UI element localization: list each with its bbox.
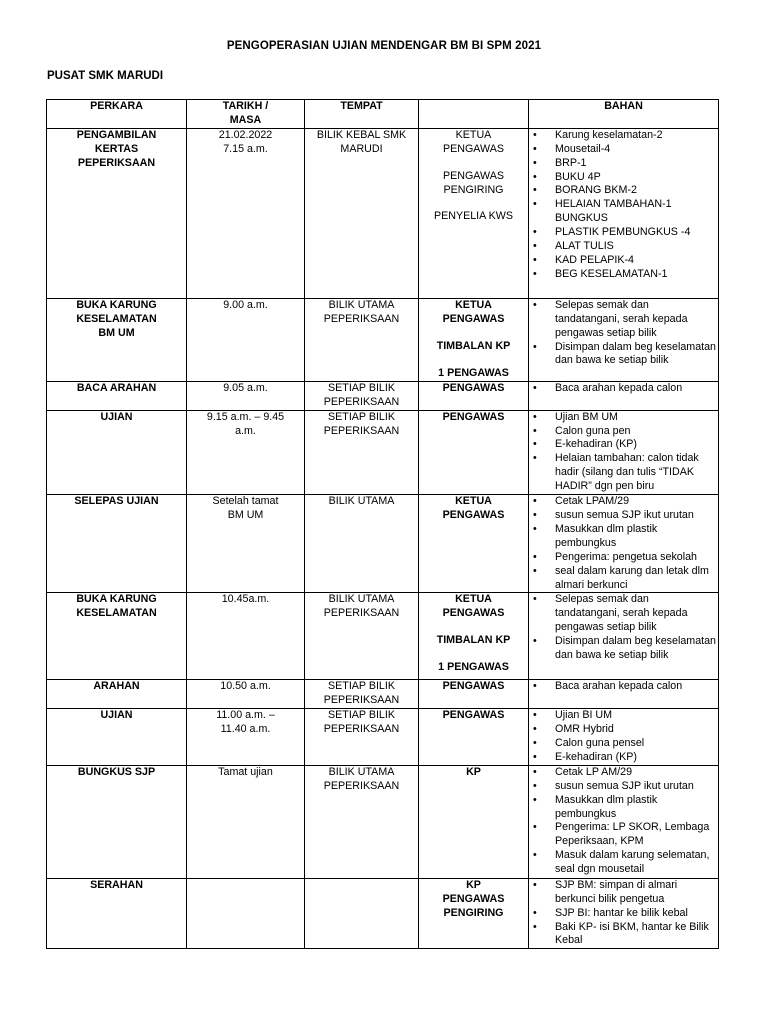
list-item: • ALAT TULIS: [531, 240, 716, 254]
tempat-cell-line: SETIAP BILIK: [328, 410, 395, 423]
list-item: • Ujian BI UM: [531, 709, 716, 723]
tempat-cell-line: PEPERIKSAAN: [323, 424, 400, 437]
table-row: [47, 495, 719, 593]
officer-cell-line: PENGAWAS: [442, 607, 505, 620]
table-row: [47, 709, 719, 766]
officer-cell-line: PENGIRING: [443, 183, 504, 196]
tempat-cell-line: PEPERIKSAAN: [323, 395, 400, 408]
bahan-list: [531, 299, 716, 369]
list-item: • BRP-1: [531, 157, 716, 171]
bahan-list: [531, 411, 716, 494]
table-row: [47, 298, 719, 381]
perkara-cell: [47, 680, 187, 709]
tarikh-cell-line: 21.02.2022: [218, 128, 273, 141]
officer-cell-line: KETUA: [455, 495, 492, 508]
tarikh-cell-line: 10.50 a.m.: [220, 680, 271, 693]
officer-cell-line: PENGAWAS: [442, 892, 505, 905]
tempat-cell-line: BILIK UTAMA: [328, 765, 395, 778]
list-item: • PLASTIK PEMBUNGKUS -4: [531, 226, 716, 240]
list-item: • Masukkan dlm plastik pembungkus: [531, 523, 716, 551]
header-tarikh-line: TARIKH /: [222, 100, 269, 112]
tarikh-cell-line: 11.40 a.m.: [220, 723, 271, 736]
tarikh-cell: [187, 680, 305, 709]
list-item: • HELAIAN TAMBAHAN-1 BUNGKUS: [531, 198, 716, 226]
officer-cell-line: KP: [466, 765, 481, 778]
tarikh-cell-line: Setelah tamat: [212, 495, 279, 508]
tempat-cell: [305, 495, 419, 593]
tarikh-cell-line: a.m.: [235, 424, 256, 437]
officer-cell: [419, 878, 529, 949]
perkara-cell: [47, 878, 187, 949]
tarikh-cell: [187, 381, 305, 410]
bahan-list: [531, 766, 716, 877]
officer-cell-line: PENGAWAS: [443, 169, 504, 182]
officer-cell-line: PENYELIA KWS: [434, 210, 513, 223]
tempat-cell: [305, 878, 419, 949]
list-item: • Selepas semak dan tandatangani, serah kepada pengawas setiap bilik: [531, 593, 716, 635]
tempat-cell-line: BILIK KEBAL SMK: [316, 128, 407, 141]
perkara-cell-line: KESELAMATAN: [76, 607, 157, 620]
officer-cell-line: [421, 648, 526, 661]
bahan-cell: [529, 381, 719, 410]
perkara-cell: [47, 298, 187, 381]
tempat-cell: [305, 765, 419, 878]
tempat-cell-line: BILIK UTAMA: [328, 495, 395, 508]
list-item: • Disimpan dalam beg keselamatan dan bawa ke setiap bilik: [531, 341, 716, 369]
tempat-cell: [305, 680, 419, 709]
list-item: • Baca arahan kepada calon: [531, 680, 716, 694]
list-item: • SJP BI: hantar ke bilik kebal: [531, 907, 716, 921]
tarikh-cell: [187, 765, 305, 878]
bahan-cell: [529, 709, 719, 766]
officer-cell-line: PENGAWAS: [442, 680, 505, 693]
tarikh-cell-line: 7.15 a.m.: [223, 142, 268, 155]
list-item: • Cetak LPAM/29: [531, 495, 716, 509]
officer-cell-line: [421, 157, 526, 170]
list-item: • Baki KP- isi BKM, hantar ke Bilik Kebal: [531, 921, 716, 949]
perkara-cell-line: BUNGKUS SJP: [77, 765, 156, 778]
perkara-cell: [47, 381, 187, 410]
tarikh-cell: [187, 410, 305, 494]
tempat-cell: [305, 128, 419, 298]
tempat-cell-line: SETIAP BILIK: [328, 680, 395, 693]
officer-cell: [419, 495, 529, 593]
list-item: • Pengerima: LP SKOR, Lembaga Peperiksaan, KPM: [531, 821, 716, 849]
table-row: [47, 878, 719, 949]
officer-cell: [419, 593, 529, 680]
list-item: • Disimpan dalam beg keselamatan dan bawa ke setiap bilik: [531, 635, 716, 663]
officer-cell-line: PENGAWAS: [442, 709, 505, 722]
tempat-cell-line: PEPERIKSAAN: [323, 694, 400, 707]
list-item: • BUKU 4P: [531, 171, 716, 185]
perkara-cell: [47, 765, 187, 878]
tarikh-cell: [187, 128, 305, 298]
officer-cell-line: [421, 354, 526, 367]
tempat-cell: [305, 298, 419, 381]
perkara-cell-line: BUKA KARUNG: [76, 298, 157, 311]
list-item: • Ujian BM UM: [531, 411, 716, 425]
list-item: • Karung keselamatan-2: [531, 129, 716, 143]
officer-cell: [419, 298, 529, 381]
tempat-cell-line: PEPERIKSAAN: [323, 723, 400, 736]
perkara-cell: [47, 128, 187, 298]
perkara-cell-line: KERTAS: [94, 142, 139, 155]
list-item: • SJP BM: simpan di almari berkunci bilik pengetua: [531, 879, 716, 907]
tarikh-cell: [187, 709, 305, 766]
header-tempat: TEMPAT: [305, 100, 419, 129]
table-row: [47, 765, 719, 878]
tarikh-cell-line: Tamat ujian: [218, 765, 273, 778]
officer-cell-line: KETUA: [455, 593, 492, 606]
officer-cell-line: 1 PENGAWAS: [438, 661, 509, 674]
officer-cell: [419, 765, 529, 878]
officer-cell-line: KETUA: [455, 298, 492, 311]
tempat-cell: [305, 381, 419, 410]
list-item: • Pengerima: pengetua sekolah: [531, 551, 716, 565]
tarikh-cell-line: BM UM: [227, 508, 264, 521]
perkara-cell: [47, 410, 187, 494]
bahan-cell: [529, 410, 719, 494]
list-item: • Cetak LP AM/29: [531, 766, 716, 780]
header-who: [419, 100, 529, 129]
list-item: • KAD PELAPIK-4: [531, 254, 716, 268]
header-tarikh: [187, 100, 305, 129]
bahan-list: [531, 709, 716, 765]
tempat-cell-line: SETIAP BILIK: [328, 709, 395, 722]
officer-cell: [419, 680, 529, 709]
perkara-cell-line: KESELAMATAN: [76, 312, 157, 325]
perkara-cell-line: PEPERIKSAAN: [77, 156, 156, 169]
bahan-list: [531, 680, 716, 694]
tempat-cell-line: BILIK UTAMA: [328, 593, 395, 606]
bahan-cell: [529, 495, 719, 593]
header-perkara: PERKARA: [47, 100, 187, 129]
tempat-cell: [305, 593, 419, 680]
list-item: • Selepas semak dan tandatangani, serah kepada pengawas setiap bilik: [531, 299, 716, 341]
bahan-list: [531, 382, 716, 396]
bahan-cell: [529, 765, 719, 878]
perkara-cell-line: PENGAMBILAN: [76, 128, 157, 141]
officer-cell-line: PENGAWAS: [442, 410, 505, 423]
tempat-cell-line: SETIAP BILIK: [328, 381, 395, 394]
officer-cell-line: PENGAWAS: [442, 381, 505, 394]
list-item: • susun semua SJP ikut urutan: [531, 780, 716, 794]
tempat-cell-line: MARUDI: [340, 142, 383, 155]
officer-cell-line: PENGAWAS: [443, 142, 504, 155]
table-row: [47, 680, 719, 709]
officer-cell: [419, 128, 529, 298]
perkara-cell-line: SELEPAS UJIAN: [74, 495, 159, 508]
list-item: • BORANG BKM-2: [531, 184, 716, 198]
list-item: • OMR Hybrid: [531, 723, 716, 737]
tarikh-cell: [187, 593, 305, 680]
list-item: • susun semua SJP ikut urutan: [531, 509, 716, 523]
officer-cell: [419, 381, 529, 410]
tarikh-cell: [187, 298, 305, 381]
list-item: • Masuk dalam karung selematan, seal dgn mousetail: [531, 849, 716, 877]
officer-cell-line: [421, 197, 526, 210]
bahan-cell: [529, 298, 719, 381]
bahan-cell: [529, 878, 719, 949]
officer-cell-line: PENGIRING: [443, 906, 504, 919]
officer-cell: [419, 709, 529, 766]
bahan-cell: [529, 128, 719, 298]
officer-cell-line: TIMBALAN KP: [436, 339, 511, 352]
bahan-list: [531, 879, 716, 949]
officer-cell-line: PENGAWAS: [442, 508, 505, 521]
tarikh-cell-line: 9.05 a.m.: [223, 381, 268, 394]
list-item: • E-kehadiran (KP): [531, 751, 716, 765]
officer-cell-line: KP: [466, 878, 481, 891]
officer-cell-line: TIMBALAN KP: [436, 634, 511, 647]
table-body: [47, 128, 719, 949]
table-row: [47, 128, 719, 298]
list-item: • Calon guna pensel: [531, 737, 716, 751]
tempat-cell-line: BILIK UTAMA: [328, 298, 395, 311]
list-item: • E-kehadiran (KP): [531, 438, 716, 452]
officer-cell-line: KETUA: [455, 128, 492, 141]
table-row: [47, 381, 719, 410]
bahan-list: [531, 495, 716, 592]
tempat-cell-line: PEPERIKSAAN: [323, 779, 400, 792]
document-title: PENGOPERASIAN UJIAN MENDENGAR BM BI SPM 2021: [226, 40, 542, 52]
list-item: • Masukkan dlm plastik pembungkus: [531, 794, 716, 822]
list-item: • seal dalam karung dan letak dlm almari berkunci: [531, 565, 716, 593]
tempat-cell: [305, 709, 419, 766]
document-subtitle: PUSAT SMK MARUDI: [47, 70, 164, 82]
officer-cell-line: [421, 621, 526, 634]
bahan-cell: [529, 593, 719, 680]
officer-cell: [419, 410, 529, 494]
officer-cell-line: PENGAWAS: [442, 312, 505, 325]
tempat-cell-line: PEPERIKSAAN: [323, 312, 400, 325]
perkara-cell: [47, 593, 187, 680]
perkara-cell-line: BACA ARAHAN: [76, 381, 157, 394]
perkara-cell-line: UJIAN: [100, 410, 133, 423]
officer-cell-line: 1 PENGAWAS: [438, 366, 509, 379]
table-header-row: [47, 100, 719, 129]
list-item: • Helaian tambahan: calon tidak hadir (silang dan tulis “TIDAK HADIR” dgn pen biru: [531, 452, 716, 494]
schedule-table: [46, 99, 719, 949]
header-tarikh-line: MASA: [229, 113, 262, 126]
tarikh-cell-line: 11.00 a.m. –: [216, 709, 275, 722]
list-item: • BEG KESELAMATAN-1: [531, 268, 716, 282]
tarikh-cell-line: 9.00 a.m.: [223, 298, 268, 311]
tarikh-cell: [187, 495, 305, 593]
perkara-cell-line: SERAHAN: [90, 878, 143, 891]
tarikh-cell-line: 10.45a.m.: [221, 593, 270, 606]
perkara-cell-line: ARAHAN: [93, 680, 140, 693]
header-bahan: BAHAN: [529, 100, 719, 129]
bahan-list: [531, 129, 716, 282]
officer-cell-line: [421, 327, 526, 340]
bahan-cell: [529, 680, 719, 709]
perkara-cell: [47, 709, 187, 766]
list-item: • Calon guna pen: [531, 425, 716, 439]
tarikh-cell: [187, 878, 305, 949]
tempat-cell: [305, 410, 419, 494]
list-item: • Mousetail-4: [531, 143, 716, 157]
perkara-cell-line: UJIAN: [100, 709, 133, 722]
tarikh-cell-line: 9.15 a.m. – 9.45: [206, 410, 285, 423]
perkara-cell-line: BM UM: [98, 326, 135, 339]
tempat-cell-line: PEPERIKSAAN: [323, 607, 400, 620]
perkara-cell: [47, 495, 187, 593]
bahan-list: [531, 593, 716, 663]
list-item: • Baca arahan kepada calon: [531, 382, 716, 396]
table-row: [47, 410, 719, 494]
perkara-cell-line: BUKA KARUNG: [76, 593, 157, 606]
table-row: [47, 593, 719, 680]
